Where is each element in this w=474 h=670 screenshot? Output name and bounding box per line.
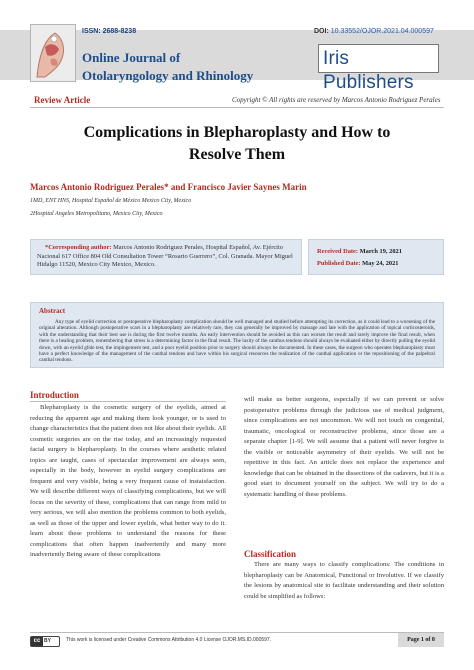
doi-link[interactable]: 10.33552/OJOR.2021.04.000597 bbox=[330, 28, 434, 35]
abstract-heading: Abstract bbox=[39, 307, 66, 315]
by-icon: BY bbox=[44, 638, 51, 644]
doi-label: DOI: bbox=[314, 28, 329, 35]
license-text: This work is licensed under Creative Commons Attribution 4.0 License OJOR.MS.ID.000597. bbox=[66, 637, 272, 643]
title-line1: Complications in Blepharoplasty and How to bbox=[83, 124, 391, 141]
affiliation-2: 2Hospital Angeles Metropolitano, Mexico City, Mexico bbox=[30, 211, 163, 217]
section-rule bbox=[30, 401, 226, 402]
dates-box bbox=[308, 239, 444, 275]
cc-icon: cc bbox=[31, 637, 43, 646]
journal-logo bbox=[30, 24, 76, 82]
right-column-text: will make us better surgeons, especially if we can prevent or solve postoperative problems through the judicious use of medical judgment, since complications are not uncommon. We will not touch on congenital, traumatic, oncological or reconstructive problems, since those are a separate chapter [1-9]. We will assume that a patient will never forgive is the visible or noticeable asymmetry of their eyelids. We will not be repetitive in this fact. An article does not replace the experience and knowledge that can be obtained in the dissections of the cadavers, but it is a good start to document yourself on the subject. We will try to do a systematic handling of these problems. bbox=[244, 396, 444, 498]
introduction-heading: Introduction bbox=[30, 390, 79, 400]
corresponding-label: *Corresponding author: bbox=[45, 244, 112, 251]
corresponding-author-box bbox=[30, 239, 302, 275]
publisher-logo bbox=[318, 44, 439, 93]
copyright: Copyright © All rights are reserved by Marcos Antonio Rodriguez Perales bbox=[232, 96, 441, 104]
article-title bbox=[30, 122, 444, 166]
affiliation-1: 1MD, ENT HNS, Hospital Español de México Mexico City, Mexico bbox=[30, 198, 192, 204]
authors: Marcos Antonio Rodriguez Perales* and Francisco Javier Saynes Marin bbox=[30, 182, 307, 192]
footer-rule bbox=[30, 632, 444, 633]
abstract-box bbox=[30, 302, 444, 368]
journal-title-line1: Online Journal of bbox=[82, 50, 181, 65]
classification-column bbox=[244, 560, 444, 602]
corresponding-text: Marcos Antonio Rodriguez Perales, Hospital Español, Av. Ejército Nacional 617 Office 804 Old Consultation Tower “Rosario Guerrero”, Col. Granada. Mayor Miguel Hidalgo 11520, Mexico City Mexico, Mexico. bbox=[37, 244, 293, 269]
publisher-name: Iris Publishers bbox=[323, 48, 414, 93]
doi[interactable] bbox=[314, 28, 434, 35]
title-line2: Resolve Them bbox=[188, 146, 286, 163]
page-number: Page 1 of 8 bbox=[398, 633, 444, 647]
introduction-column bbox=[30, 403, 226, 561]
nose-anatomy-icon bbox=[31, 25, 76, 82]
classification-text: There are many ways to classify complications: The conditions in blepharoplasty can be Anatomical, Functional or Involutive. If we classify the lesions by anatomical site to facilitate understanding and their solution could be simplified as follows: bbox=[244, 561, 444, 600]
issn: ISSN: 2688-8238 bbox=[82, 28, 137, 35]
cc-by-badge[interactable] bbox=[30, 636, 60, 647]
journal-title-line2: Otolaryngology and Rhinology bbox=[82, 68, 254, 83]
published-date: Published Date: May 24, 2021 bbox=[317, 260, 399, 267]
introduction-text: Blepharoplasty is the cosmetic surgery of the eyelids, aimed at reducing the apparent age and making them look younger, or is used to change characteristics that the patient does not like about their eyelids. All cosmetic surgeries are on the rise today, and an increasingly requested facial surgery is blepharoplasty. In the courses where aesthetic related topics are taught, cases of spectacular improvement are always seen, especially in the body, however in eyelid surgery complications are frequent and very visible, being a very frequent cause of instaisfaction. We will describe different ways of classifying complications, but we will focus on the severity of these, complications that can range from mild to very serious, we will also mention the problems common to both eyelids, as well as those of the upper and lower eyelids, what better way to do it. learn about these problems to understand the reasons for these complications that often happen inadvertently and many more inadvertently Being aware of these complications bbox=[30, 404, 226, 558]
article-type: Review Article bbox=[34, 95, 91, 105]
divider bbox=[30, 107, 444, 108]
received-date: Received Date: March 19, 2021 bbox=[317, 248, 402, 255]
right-column bbox=[244, 395, 444, 500]
journal-title bbox=[82, 49, 253, 85]
classification-heading: Classification bbox=[244, 549, 297, 559]
abstract-text: Any type of eyelid correction or postoperative blepharoplasty complication should be well managed and studied before attempting its correction, as it could lead to a worsening of the original alteration. Although postoperative scars in a blepharoplasty are relatively rare, they can generally be improved by massage and late with the application of topical corticosteroids, with the understanding that their best use is during the first twelve months. An early intervention should be avoided as this can worsen the result and rarely improve the final result, when there is a healing problem, remembering that stress is a determining factor in the final result. The laxity of the canthus tendons should always be evaluated either by directly pulling the eyelid down, with an eyelid glide test, the impingement test, and a poor eyelid position prior to surgery should always be documented. In these cases, the surgeon who operates blepharoplasty must have a perfect knowledge of the management of the canthal tendons and have within his surgical resources the realization of the canthal application or the repositioning of the palpebral canthal tendons. bbox=[39, 319, 435, 364]
